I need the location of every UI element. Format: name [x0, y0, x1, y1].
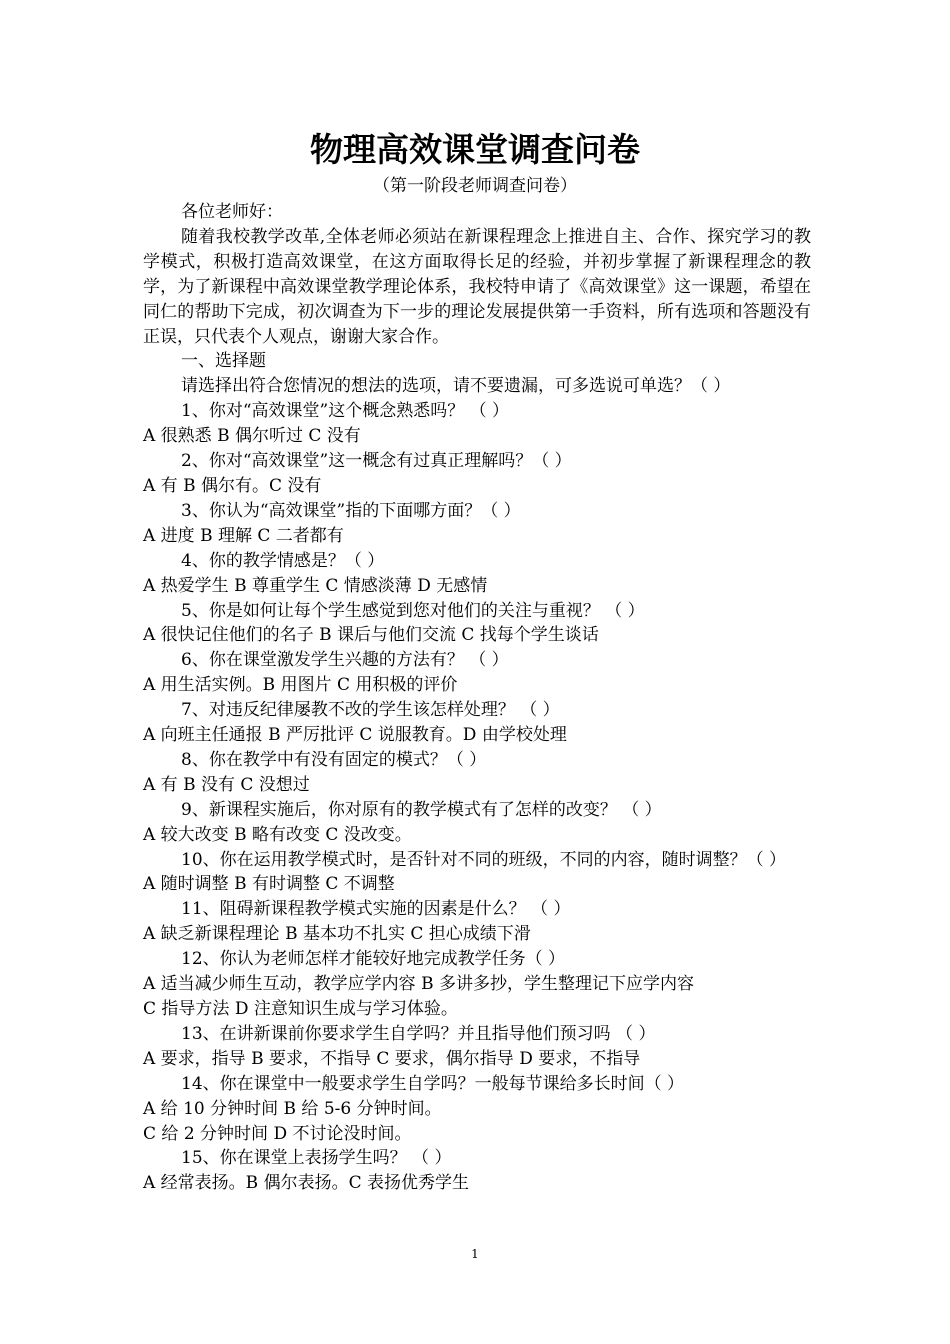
question-text: 6、你在课堂激发学生兴趣的方法有？ （ ）: [181, 650, 509, 671]
question-text: 7、对违反纪律屡教不改的学生该怎样处理？ （ ）: [181, 700, 560, 721]
page-subtitle: （第一阶段老师调查问卷）: [373, 176, 577, 196]
page-number: 1: [471, 1247, 479, 1261]
question-options: A 用生活实例。B 用图片 C 用积极的评价: [143, 675, 458, 696]
question-options: A 有 B 没有 C 没想过: [143, 774, 310, 795]
question-text: 14、你在课堂中一般要求学生自学吗？一般每节课给多长时间（ ）: [181, 1073, 685, 1094]
question-text: 12、你认为老师怎样才能较好地完成教学任务（ ）: [181, 949, 566, 970]
question-options: A 经常表扬。B 偶尔表扬。C 表扬优秀学生: [143, 1173, 469, 1194]
question-options: A 进度 B 理解 C 二者都有: [143, 525, 344, 546]
question-text: 5、你是如何让每个学生感觉到您对他们的关注与重视？ （ ）: [181, 600, 645, 621]
question-text: 1、你对“高效课堂”这个概念熟悉吗？ （ ）: [181, 401, 510, 422]
question-text: 8、你在教学中有没有固定的模式？（ ）: [181, 749, 487, 770]
question-options: A 很快记住他们的名子 B 课后与他们交流 C 找每个学生谈话: [143, 625, 599, 646]
question-options: A 很熟悉 B 偶尔听过 C 没有: [143, 426, 361, 447]
question-text: 10、你在运用教学模式时，是否针对不同的班级，不同的内容，随时调整？（ ）: [181, 849, 787, 870]
question-options: A 较大改变 B 略有改变 C 没改变。: [143, 824, 412, 845]
question-text: 11、阻碍新课程教学模式实施的因素是什么？ （ ）: [181, 899, 571, 920]
question-options: C 给 2 分钟时间 D 不讨论没时间。: [143, 1123, 412, 1144]
question-options: A 要求，指导 B 要求，不指导 C 要求，偶尔指导 D 要求，不指导: [143, 1048, 641, 1069]
question-list: [143, 399, 811, 1196]
section-heading: 一、选择题: [181, 351, 266, 372]
question-options: A 向班主任通报 B 严厉批评 C 说服教育。D 由学校处理: [143, 725, 567, 746]
question-text: 15、你在课堂上表扬学生吗？ （ ）: [181, 1148, 452, 1169]
question-options: A 热爱学生 B 尊重学生 C 情感淡薄 D 无感情: [143, 575, 488, 596]
question-text: 4、你的教学情感是？（ ）: [181, 550, 385, 571]
question-text: 13、在讲新课前你要求学生自学吗？并且指导他们预习吗 （ ）: [181, 1023, 656, 1044]
intro-paragraph: 随着我校教学改革,全体老师必须站在新课程理念上推进自主、合作、探究学习的教学模式，积极打造高效课堂，在这方面取得长足的经验，并初步掌握了新课程理念的教学，为了新课程中高效课堂教学理论体系，我校特申请了《高效课堂》这一课题，希望在同仁的帮助下完成，初次调查为下一步的理论发展提供第一手资料，所有选项和答题没有正误，只代表个人观点，谢谢大家合作。: [143, 226, 811, 347]
question-options: A 有 B 偶尔有。C 没有: [143, 475, 322, 496]
instruction: 请选择出符合您情况的想法的选项，请不要遗漏，可多选说可单选？（ ）: [181, 376, 731, 397]
greeting: 各位老师好：: [181, 202, 283, 222]
question-options: A 适当减少师生互动，教学应学内容 B 多讲多抄，学生整理记下应学内容: [143, 974, 694, 995]
question-options: A 随时调整 B 有时调整 C 不调整: [143, 874, 395, 895]
question-text: 3、你认为“高效课堂”指的下面哪方面？（ ）: [181, 500, 521, 521]
question-options: C 指导方法 D 注意知识生成与学习体验。: [143, 999, 458, 1019]
question-options: A 给 10 分钟时间 B 给 5-6 分钟时间。: [143, 1098, 442, 1119]
question-text: 2、你对“高效课堂”这一概念有过真正理解吗？（ ）: [181, 451, 572, 472]
document-body: [143, 200, 811, 1196]
question-options: A 缺乏新课程理论 B 基本功不扎实 C 担心成绩下滑: [143, 924, 531, 945]
question-text: 9、新课程实施后，你对原有的教学模式有了怎样的改变？ （ ）: [181, 799, 662, 820]
page-title: 物理高效课堂调查问卷: [310, 130, 640, 169]
